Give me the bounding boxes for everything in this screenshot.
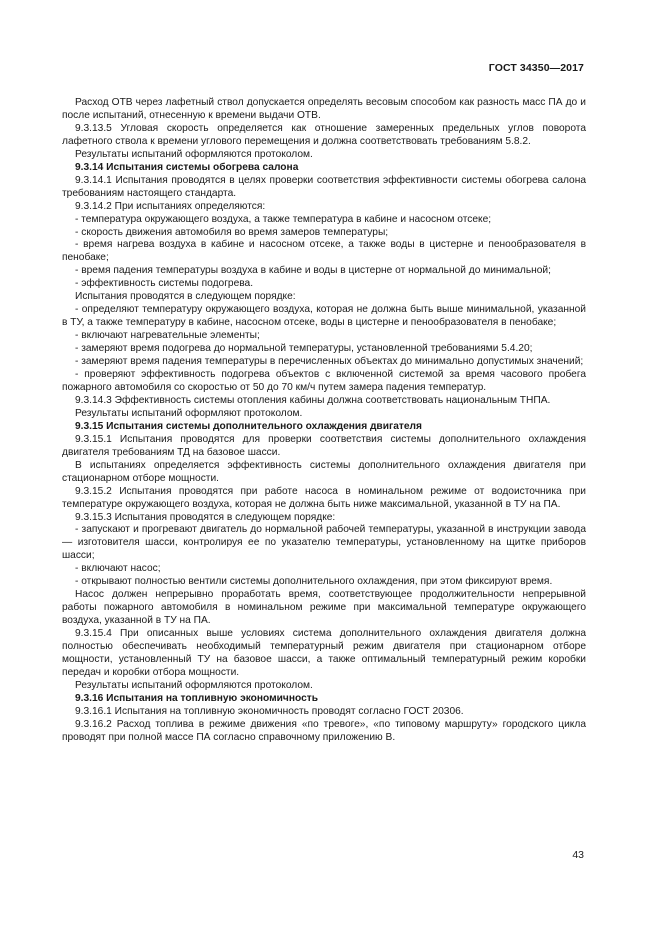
paragraph: 9.3.15.3 Испытания проводятся в следующем порядке: [75, 511, 336, 523]
list-item: - скорость движения автомобиля во время замеров температуры; [75, 226, 389, 238]
paragraph: Насос должен непрерывно проработать время, соответствующее продолжительности непрерывной работы пожарного автомобиля в номинальном режиме при максимальной температуре окружающего воздуха, указанной в ТУ на ПА. [62, 589, 586, 627]
list-item: - температура окружающего воздуха, а также температура в кабине и насосном отсеке; [75, 213, 492, 225]
paragraph: 9.3.16.1 Испытания на топливную экономичность проводят согласно ГОСТ 20306. [75, 705, 464, 717]
list-item: - проверяют эффективность подогрева объектов с включенной системой за время часового пробега пожарного автомобиля со скоростью от 50 до 70 км/ч путем замера падения температур. [62, 369, 586, 393]
paragraph: 9.3.15.2 Испытания проводятся при работе насоса в номинальном режиме от водоисточника при температуре окружающего воздуха, которая не должна быть ниже максимальной, указанной в ТУ на ПА. [62, 485, 586, 510]
paragraph: Результаты испытаний оформляют протоколом. [75, 407, 303, 419]
paragraph: 9.3.15.1 Испытания проводятся для проверки соответствия системы дополнительного охлаждения двигателя требованиям ТД на базовое шасси. [62, 433, 586, 458]
paragraph: Результаты испытаний оформляются протоколом. [75, 148, 313, 160]
paragraph: 9.3.14.1 Испытания проводятся в целях проверки соответствия эффективности системы обогрева салона требованиям настоящего стандарта. [62, 174, 586, 199]
paragraph: 9.3.14.2 При испытаниях определяются: [75, 200, 266, 212]
list-item: - включают насос; [75, 563, 161, 575]
paragraph: Результаты испытаний оформляются протоколом. [75, 679, 313, 691]
list-item: - запускают и прогревают двигатель до нормальной рабочей температуры, указанной в инструкции завода — изготовителя шасси, контролируя ее по указателю температуры, установленному на щитке приборов шасси; [62, 524, 586, 562]
list-item: - время падения температуры воздуха в кабине и воды в цистерне от нормальной до минимальной; [75, 265, 551, 277]
section-heading: 9.3.14 Испытания системы обогрева салона [75, 161, 299, 173]
list-item: - включают нагревательные элементы; [75, 330, 260, 342]
paragraph: 9.3.13.5 Угловая скорость определяется как отношение замеренных предельных углов поворота лафетного ствола к времени углового перемещения и должна соответствовать требованиям 5.8.2. [62, 122, 586, 147]
section-heading: 9.3.15 Испытания системы дополнительного охлаждения двигателя [75, 420, 422, 432]
list-item: - время нагрева воздуха в кабине и насосном отсеке, а также воды в цистерне и пенообразователя в пенобаке; [62, 239, 586, 264]
paragraph: 9.3.14.3 Эффективность системы отопления кабины должна соответствовать национальным ТНПА. [75, 394, 551, 406]
standard-header: ГОСТ 34350—2017 [488, 62, 584, 74]
list-item: - замеряют время падения температуры в перечисленных объектах до минимально допустимых значений; [75, 356, 584, 368]
paragraph: Испытания проводятся в следующем порядке: [75, 291, 296, 303]
list-item: - замеряют время подогрева до нормальной температуры, установленной требованиями 5.4.20; [75, 343, 533, 355]
paragraph: 9.3.16.2 Расход топлива в режиме движения «по тревоге», «по типовому маршруту» городского цикла проводят при полной массе ПА согласно справочному приложению В. [62, 718, 586, 743]
page-number: 43 [572, 849, 584, 861]
paragraph: Расход ОТВ через лафетный ствол допускается определять весовым способом как разность масс ПА до и после испытаний, отнесенную к времени выдачи ОТВ. [62, 97, 586, 121]
paragraph: В испытаниях определяется эффективность системы дополнительного охлаждения двигателя при стационарном отборе мощности. [62, 459, 586, 484]
list-item: - открывают полностью вентили системы дополнительного охлаждения, при этом фиксируют время. [75, 576, 553, 588]
section-heading: 9.3.16 Испытания на топливную экономичность [75, 692, 318, 704]
list-item: - определяют температуру окружающего воздуха, которая не должна быть выше минимальной, указанной в ТУ, а также температуру в кабине, насосном отсеке, воды в цистерне и пенообразователя в пенобаке; [62, 304, 586, 329]
list-item: - эффективность системы подогрева. [75, 278, 254, 290]
document-body [62, 97, 586, 745]
paragraph: 9.3.15.4 При описанных выше условиях система дополнительного охлаждения двигателя должна полностью обеспечивать необходимый температурный режим двигателя при стационарном отборе мощности, установленный ТУ на базовое шасси, а также оптимальный температурный режим коробки передач и коробки отбора мощности. [62, 628, 586, 678]
